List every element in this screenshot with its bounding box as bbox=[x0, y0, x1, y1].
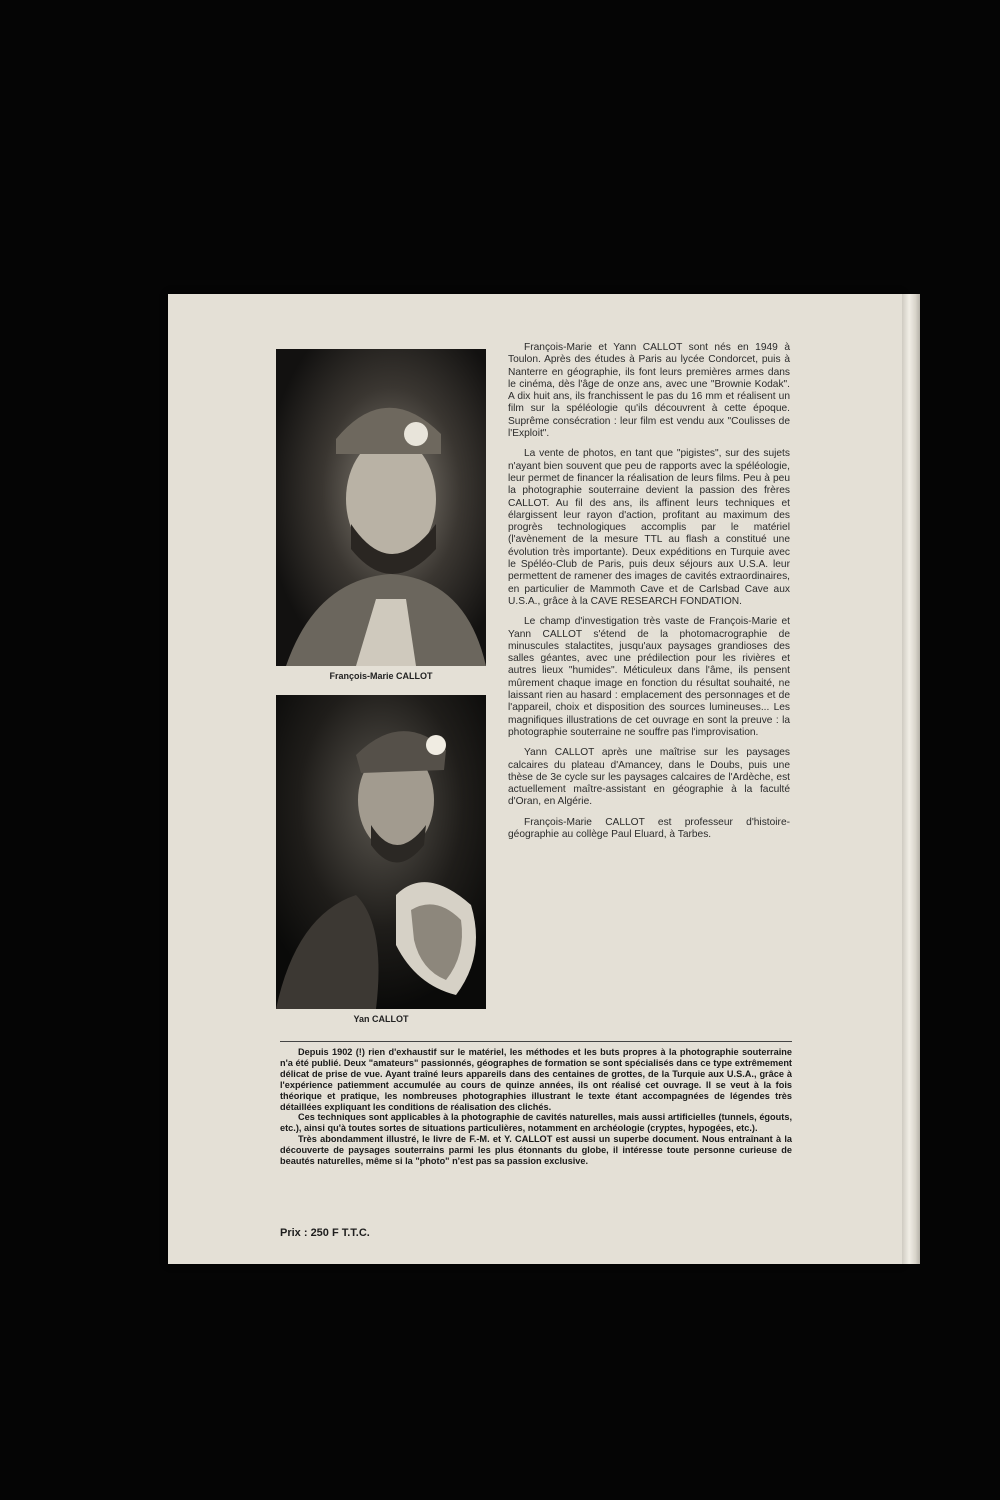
bio-paragraph: François-Marie et Yann CALLOT sont nés en 1949 à Toulon. Après des études à Paris au lycée Condorcet, puis à Nanterre en géographie, ils font leurs premières armes dans le cinéma, dès l'âge de onze ans, avec une "Brownie Kodak". A dix huit ans, ils franchissent le pas du 16 mm et réalisent un film sur la spéléologie qu'ils découvrent à cette époque. Suprême consécration : leur film est vendu aux "Coulisses de l'Exploit". bbox=[508, 342, 790, 440]
portrait-photo-francois-marie bbox=[276, 349, 486, 666]
blurb-paragraph: Depuis 1902 (!) rien d'exhaustif sur le matériel, les méthodes et les buts propres à la photographie souterraine n'a été publié. Deux "amateurs" passionnés, géographes de formation se sont spécialisés dans ce type extrêmement délicat de prise de vue. Ayant traîné leurs appareils dans des centaines de grottes, de la Turquie aux U.S.A., grâce à l'expérience patiemment accumulée au cours de quinze années, ils ont réalisé cet ouvrage. Il se veut à la fois théorique et pratique, les nombreuses photographies illustrant le texte étant accompagnées de légendes très détaillées expliquant les conditions de réalisation des clichés. bbox=[280, 1047, 792, 1112]
book-blurb bbox=[280, 1047, 792, 1167]
portrait-photo-yan bbox=[276, 695, 486, 1009]
bio-paragraph: François-Marie CALLOT est professeur d'histoire-géographie au collège Paul Eluard, à Tarbes. bbox=[508, 816, 790, 840]
price-label: Prix : 250 F T.T.C. bbox=[280, 1227, 370, 1239]
blurb-paragraph: Ces techniques sont applicables à la photographie de cavités naturelles, mais aussi artificielles (tunnels, égouts, etc.), ainsi qu'à toutes sortes de situations particulières, notamment en archéologie (cryptes, hypogées, etc.). bbox=[280, 1112, 792, 1134]
photo-caption: Yan CALLOT bbox=[353, 1014, 409, 1024]
book-spine bbox=[902, 294, 920, 1264]
author-biography bbox=[508, 342, 790, 849]
book-back-cover bbox=[168, 294, 902, 1264]
bio-paragraph: Yann CALLOT après une maîtrise sur les paysages calcaires du plateau d'Amancey, dans le Doubs, puis une thèse de 3e cycle sur les paysages calcaires de l'Ardèche, est actuellement maître-assistant en géographie à la faculté d'Oran, en Algérie. bbox=[508, 747, 790, 808]
photo-caption: François-Marie CALLOT bbox=[329, 671, 433, 681]
bio-paragraph: La vente de photos, en tant que "pigistes", sur des sujets n'ayant bien souvent que peu de rapports avec la spéléologie, leur permet de financer la réalisation de leurs films. Peu à peu la photographie souterraine devient la passion des frères CALLOT. Au fil des ans, ils affinent leurs techniques et élargissent leur rayon d'action, profitant au maximum des progrès technologiques accomplis par le matériel (l'avènement de la mesure TTL au flash a constitué une évolution très importante). Deux expéditions en Turquie avec le Spéléo-Club de Paris, puis deux séjours aux U.S.A. leur permettent de ramener des images de cavités extraordinaires, en particulier de Mammoth Cave et de Carlsbad Cave aux U.S.A., grâce à la CAVE RESEARCH FONDATION. bbox=[508, 448, 790, 607]
divider bbox=[280, 1041, 792, 1042]
bio-paragraph: Le champ d'investigation très vaste de François-Marie et Yann CALLOT s'étend de la photomacrographie de minuscules stalactites, jusqu'aux paysages grandioses des salles géantes, avec une prédilection pour les rivières et autres lieux "humides". Méticuleux dans l'âme, ils pensent mûrement chaque image en fonction du résultat souhaité, ne laissant rien au hasard : emplacement des personnages et de l'appareil, choix et disposition des sources lumineuses... Les magnifiques illustrations de cet ouvrage en sont la preuve : la photographie souterraine ne souffre pas l'improvisation. bbox=[508, 616, 790, 738]
blurb-paragraph: Très abondamment illustré, le livre de F.-M. et Y. CALLOT est aussi un superbe document. Nous entraînant à la découverte de paysages souterrains parmi les plus étonnants du globe, il intéresse toute personne curieuse de beautés naturelles, même si la "photo" n'est pas sa passion exclusive. bbox=[280, 1134, 792, 1167]
